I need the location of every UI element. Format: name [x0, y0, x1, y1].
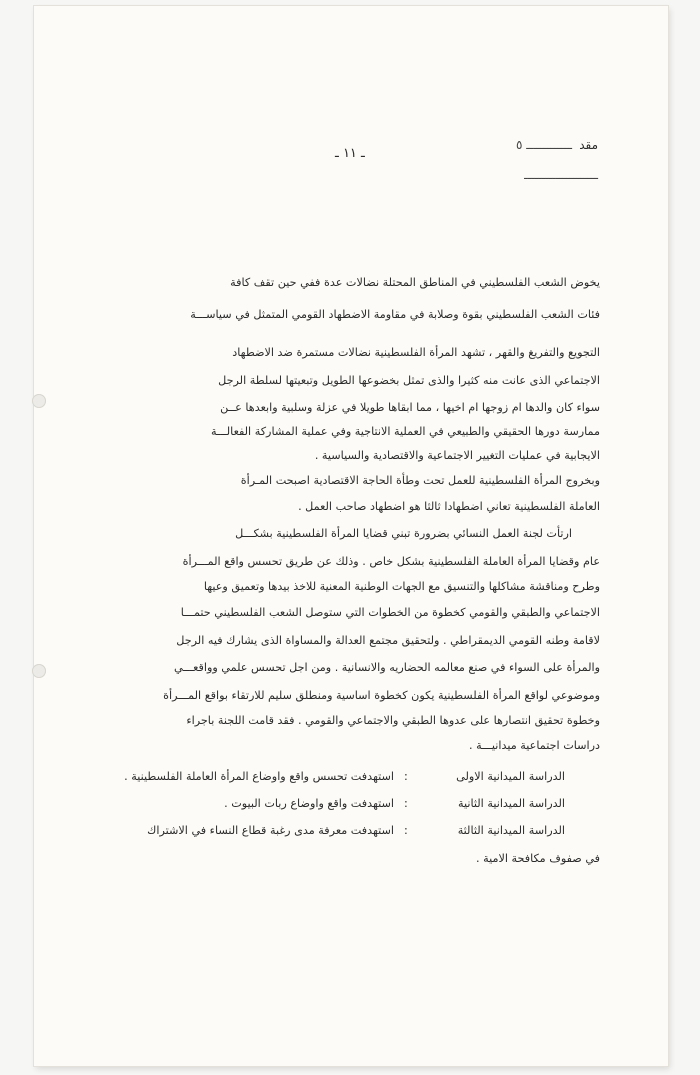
field-line-2: ـــــــــــــــــــــ	[524, 168, 598, 182]
body-line: وموضوعي لواقع المرأة الفلسطينية يكون كخطوة اساسية ومنطلق سليم للارتقاء بواقع المـــرأة	[163, 689, 600, 702]
body-line: الاجتماعي الذى عانت منه كثيرا والذى تمثل بخضوعها الطويل وتبعيتها لسلطة الرجل	[218, 374, 600, 387]
study-label: الدراسة الميدانية الثانية	[457, 797, 565, 810]
body-line: الايجابية في عمليات التغيير الاجتماعية والاقتصادية والسياسية .	[314, 449, 600, 462]
body-line: لاقامة وطنه القومي الديمقراطي . ولتحقيق مجتمع العدالة والمساواة الذى يشارك فيه الرجل	[176, 634, 600, 647]
page-number: ـ ١١ ـ	[335, 146, 365, 161]
body-line: والمرأة على السواء في صنع معالمه الحضاريه والانسانية . ومن اجل تحسس علمي وواقعـــي	[173, 661, 600, 674]
body-line: ممارسة دورها الحقيقي والطبيعي في العملية الانتاجية وفي عملية المشاركة الفعالـــة	[210, 425, 600, 438]
body-line: فئات الشعب الفلسطيني بقوة وصلابة في مقاومة الاضطهاد القومي المتمثل في سياســـة	[190, 308, 600, 321]
punch-hole-top	[32, 394, 46, 408]
body-line: ارتأت لجنة العمل النسائي بضرورة تبني قضايا المرأة الفلسطينية بشكـــل	[235, 527, 572, 540]
body-line-last: في صفوف مكافحة الامية .	[476, 852, 600, 865]
body-line: عام وقضايا المرأة العاملة الفلسطينية بشكل خاص . وذلك عن طريق تحسس واقع المـــرأة	[182, 555, 600, 568]
body-line: دراسات اجتماعية ميدانيـــة .	[468, 739, 600, 752]
body-line: وبخروج المرأة الفلسطينية للعمل تحت وطأة الحاجة الاقتصادية اصبحت المـرأة	[240, 474, 600, 487]
study-label: الدراسة الميدانية الاولى	[456, 770, 565, 783]
body-line: وطرح ومناقشة مشاكلها والتنسيق مع الجهات الوطنية المعنية للاخذ بيدها وتعميق وعيها	[203, 580, 600, 593]
study-desc: استهدفت تحسس واقع واوضاع المرأة العاملة الفلسطينية .	[124, 770, 394, 783]
field-line-1: ـــــــــــــ ٥	[516, 138, 572, 152]
study-colon: :	[404, 770, 408, 783]
body-line: التجويع والتفريغ والقهر ، تشهد المرأة الفلسطينية نضالات مستمرة ضد الاضطهاد	[232, 346, 600, 359]
body-line: يخوض الشعب الفلسطيني في المناطق المحتلة نضالات عدة ففي حين تقف كافة	[230, 276, 600, 289]
study-desc: استهدفت معرفة مدى رغبة قطاع النساء في الاشتراك	[147, 824, 394, 837]
study-colon: :	[404, 797, 408, 810]
study-label: الدراسة الميدانية الثالثة	[457, 824, 565, 837]
body-line: العاملة الفلسطينية تعاني اضطهادا ثالثا هو اضطهاد صاحب العمل .	[298, 500, 600, 513]
field-label: مقد	[579, 138, 598, 152]
study-colon: :	[404, 824, 408, 837]
body-line: الاجتماعي والطبقي والقومي كخطوة من الخطوات التي ستوصل الشعب الفلسطيني حتمـــا	[180, 606, 600, 619]
punch-hole-bottom	[32, 664, 46, 678]
body-line: وخطوة تحقيق انتصارها على عدوها الطبقي والاجتماعي والقومي . فقد قامت اللجنة باجراء	[186, 714, 600, 727]
body-line: سواء كان والدها ام زوجها ام اخيها ، مما ابقاها طويلا في عزلة وسلبية وابعدها عــن	[220, 401, 600, 414]
study-desc: استهدفت واقع واوضاع ربات البيوت .	[224, 797, 394, 810]
